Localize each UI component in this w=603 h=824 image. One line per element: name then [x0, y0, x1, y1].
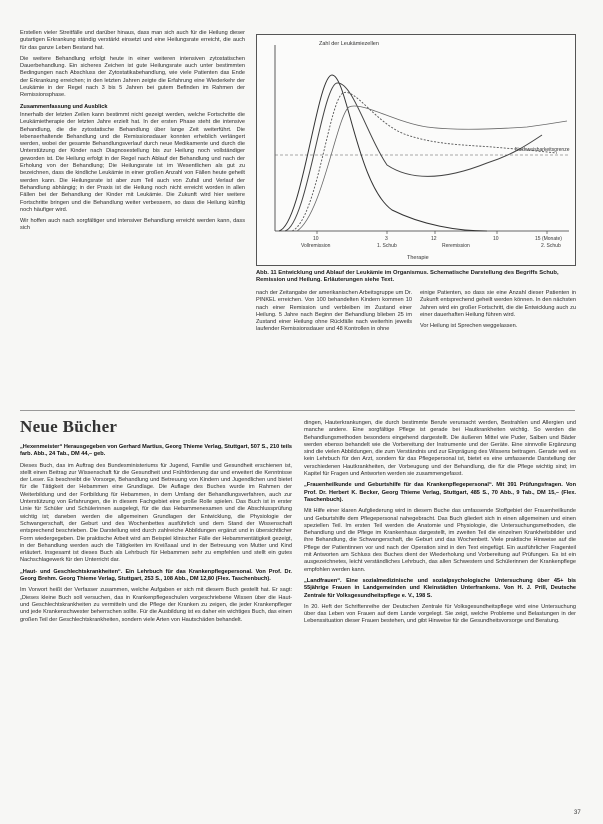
x-tick-label: 10 [493, 236, 499, 242]
article-paragraph: Die weitere Behandlung erfolgt heute in einer weiteren intensiven zytostatischen Dauerbehandlung. Ein sicheres Zeichen ist gute Heilungsrate auch unter bestimmten Bedingungen nach Abschluss der Zytostatikabehandlung, wie viele Patienten das Ende der Erkrankung erreichen; in den letzten Jahren zeigte die Erfahrung eine Wiederkehr der Leukämie in der Regel nach 3 bis 5 Jahren bei gutem Befinden im Rahmen der Remissionsphase. [20, 55, 245, 99]
y-axis-label: Zahl der Leukämiezellen [319, 41, 379, 47]
section-heading: Zusammenfassung und Ausblick [20, 103, 108, 110]
article-column-left [20, 30, 245, 237]
curve-3 [292, 92, 557, 231]
page-number: 37 [574, 810, 581, 816]
phase-label: Vollremission [301, 243, 331, 249]
threshold-label: Nachweisbarkeitsgrenze [515, 147, 570, 153]
x-axis-label: Therapie [407, 255, 429, 261]
curve-1 [279, 75, 487, 231]
x-tick-label: 10 [313, 236, 319, 242]
leukemia-schematic-diagram [257, 35, 575, 265]
article-paragraph: nach der Zeitangabe der amerikanischen Arbeitsgruppe um Dr. PINKEL erreichen. Von 100 behandelten Kindern kommen 10 nach einer Remission und verbleiben im Zustand einer Heilung. 5 Jahre nach Beginn der Behandlung blieben 25 im Zustand einer Heilung ohne Rückfälle nach weiterhin jeweils laufender Remissionsdauer und 48 Kontrollen in ohne [256, 290, 412, 333]
review-body: Dieses Buch, das im Auftrag des Bundesministeriums für Jugend, Familie und Gesundheit erschienen ist, stellt einen Beitrag zur Wissenschaft für die Gesundheit und Frühförderung dar und erweitert die Kenntnisse der Leser. Es beschreibt die Vorsorge, Behandlung und Betreuung von Kindern und Jugendlichen und bietet für die Tätigkeit der Hebammen eine Grundlage. Die Auflage des Buches wurde im Rahmen der Weiterbildung und der Fortbildung für Hebammen, in dem Umfang der Behandlungsverfahren, auch zur Unterstützung von Erfahrungen, die in diesem Fachgebiet eine große Rolle spielen. Das Buch ist in erster Linie für Schüler und Schülerinnen ausgelegt, für die das Hebammenexamen und die Abschlussprüfung wichtig ist; daneben werden die allgemeinen Grundlagen der Entwicklung, die Physiologie der Schwangerschaft, der Geburt und des Wochenbettes ausführlich und dem Stand der Wissenschaft entsprechend beschrieben. Die Darstellung wird durch zahlreiche Abbildungen ergänzt und in übersichtlicher Form wiedergegeben. Die praktische Arbeit wird am Beispiel klinischer Fälle der Hebammentätigkeit gezeigt, in der Behandlung werden auch die Tätigkeiten im Kreißsaal und in der Betreuung von Mutter und Kind erläutert. Insgesamt ist dieses Buch als Lehrbuch für Hebammen sehr zu empfehlen und stellt ein gutes Nachschlagewerk für den Unterricht dar. [20, 462, 292, 564]
review-title: „Haut- und Geschlechtskrankheiten“. Ein Lehrbuch für das Krankenpflegepersonal. Von Prof. Dr. Georg Brehm. Georg Thieme Verlag, Stuttgart, 253 S., 108 Abb., DM 12,80 (Flex. Taschenbuch). [20, 568, 292, 583]
review-body: Im Vorwort heißt der Verfasser zusammen, welche Aufgaben er sich mit diesem Buch gestellt hat. Er sagt: „Dieses kleine Buch soll versuchen, das in Krankenpflegeschulen vorgeschriebene Wissen über die Haut- und Geschlechtskrankheiten zu vermitteln und die Pflege der Kranken zu zeigen, die jeder Krankenpfleger und jede Krankenschwester beherrschen sollte. Für die Ausbildung ist es daher ein wichtiges Buch, das einen großen Teil der Geschlechtskrankheiten, sondern viele Arten von Hautschäden behandelt. [20, 587, 292, 623]
phase-label: 2. Schub [541, 243, 561, 249]
review-title: „Hexenmeister“ Herausgegeben von Gerhard Martius, Georg Thieme Verlag, Stuttgart, 507 S., 210 teils farb. Abb., 24 Tab., DM 44,– geb. [20, 444, 293, 458]
x-tick-label: 3 [385, 236, 388, 242]
x-tick-label: 12 [431, 236, 437, 242]
article-paragraph: Wir hoffen auch nach sorgfältiger und intensiver Behandlung erreicht werden kann, dass sich [20, 218, 245, 232]
article-column-middle [256, 290, 412, 338]
review-title: „Landfrauen“. Eine sozialmedizinische und sozialpsychologische Untersuchung über 45+ bis 55jährige Frauen in Landgemeinden und Kleinstädten Unterfrankens. Von H. J. Prill, Deutsche Zentrale für Volksgesundheitspflege e. V., 198 S. [304, 577, 576, 599]
article-column-right [420, 290, 576, 334]
curve-2 [285, 83, 542, 231]
reviews-column-left [20, 444, 292, 628]
reviews-column-right [304, 420, 576, 630]
section-title: Neue Bücher [20, 417, 118, 436]
phase-label: Reremission [442, 243, 470, 249]
article-paragraph: Erstellen vieler Streitfälle und darüber hinaus, dass man sich auch für die Heilung dieser gutartigen Erkrankung ständig verstärkt einsetzt und eine Heilungsrate erreicht, die auch für das ganze Leben Bestand hat. [20, 30, 245, 51]
figure-leukemia-course [256, 34, 576, 266]
article-paragraph: einige Patienten, so dass sie eine Anzahl dieser Patienten in Zukunft entsprechend geheilt werden können. In den nächsten Jahren wird ein großer Fortschritt, die die Entwicklung auch zu einer dauerhaften Heilung führen wird. [420, 290, 576, 318]
review-title: „Frauenheilkunde und Geburtshilfe für das Krankenpflegepersonal“. Mit 391 Prüfungsfragen. Von Prof. Dr. Herbert K. Becker, Georg Thieme Verlag, Stuttgart, 485 S., 70 Abb., 9 Tab., DM 15,– (Flex. Taschenbuch). [304, 482, 576, 503]
review-body: Mit Hilfe einer klaren Aufgliederung wird in diesem Buche das umfassende Stoffgebiet der Frauenheilkunde und Geburtshilfe dem Pflegepersonal nahegebracht. Das Buch gliedert sich in einen allgemeinen und einen speziellen Teil. Im ersten Teil werden die Anatomie und Physiologie, die Untersuchungsmethoden, die Behandlung und die Pflege im Krankenhaus dargestellt, im zweiten Teil die einzelnen Krankheitsbilder und ihre Behandlung, die Schwangerschaft, die Geburt und das Wochenbett. Viele praktische Hinweise auf die Pflege der Patientinnen vor und nach der Operation sind in den Text eingefügt. Ein ausführlicher Fragenteil mit Antworten am Schluss des Buches dient der Wiederholung und Vorbereitung auf Prüfungen. Es ist ein ausgezeichnetes, leicht verständliches Lehrbuch, das allen Schwestern und Schülerinnen der Krankenpflege empfohlen werden kann. [304, 508, 576, 573]
article-paragraph: Innerhalb der letzten Zeilen kann bestimmt nicht gezeigt werden, welche Fortschritte die Leukämietherapie der letzten Jahre erzielt hat. In der ersten Phase steht die intensive Behandlung, die die zytostatische Behandlung über lange Zeit weiterführt. Die lebenserhaltende Behandlung und die Remissionsdauer konnten erheblich verlängert werden, wobei der gesamte Behandlungsverlauf durch neue Medikamente und durch die Unterstützung der Kinder nach Diagnosestellung bis zur Heilung noch vollständiger geworden ist. Die Heilung erfolgt in der Regel nach Ablauf der Behandlung und nach der Erholung von der Behandlung; Die Heilungsrate ist im Wesentlichen als gut zu bezeichnen, dass die kindliche Leukämie in einer großen Anzahl von Fällen heute geheilt werden kann. Die Heilungsrate ist aber zum Teil auch von Zufall und Verlauf der Behandlung abhängig; in der Praxis ist die Heilung noch nicht erreicht worden in allen Fällen bei der Behandlung der Kinder mit Leukämie. Die Zukunft wird hier weitere Fortschritte bringen und die Behandlung weiter verbessern, so dass die Heilung künftig noch häufiger wird. [20, 111, 245, 213]
curve-4 [297, 106, 567, 231]
article-paragraph: Vor Heilung ist Sprechen weggelassen. [420, 323, 518, 330]
x-tick-label: 15 (Monate) [535, 236, 562, 242]
figure-caption: Abb. 11 Entwicklung und Ablauf der Leukämie im Organismus. Schematische Darstellung des Begriffs Schub, Remission und Heilung. Erläuterungen siehe Text. [256, 270, 559, 283]
review-body: In 20. Heft der Schriftenreihe der Deutschen Zentrale für Volksgesundheitspflege wird eine Untersuchung über das Leben von Frauen auf dem Lande vorgelegt. Sie zeigt, welche Probleme und Belastungen in der Lebenssituation dieser Frauen bestehen, und gibt Hinweise für die Gesundheitsvorsorge und Beratung. [304, 603, 576, 625]
section-divider [20, 410, 575, 411]
phase-label: 1. Schub [377, 243, 397, 249]
review-body: dingen, Hauterkrankungen, die durch bestimmte Berufe verursacht werden, Bestrahlen und Allergien und manche andere. Eine sorgfältige Pflege ist gerade bei Hautkrankheiten wichtig. So werden die Behandlungsmethoden besonders eingehend dargestellt. Die äußeren Mittel wie Puder, Salben und Bäder werden ebenso behandelt wie die Vorbereitung der Instrumente und der Geräte. Eine sinnvolle Ergänzung sind die vielen Abbildungen, die zum Verständnis und zur Einprägung des Wissens beitragen. Gerade weil es kein Lehrbuch für den Arzt, sondern für das Pflegepersonal ist, bietet es eine umfassende Darstellung der verschiedenen Hautkrankheiten, der Vorbeugung und der Behandlung, die für die Pflege wichtig sind; im Kapitel für Fragen und Antworten werden sie zusammengefasst. [304, 420, 576, 478]
